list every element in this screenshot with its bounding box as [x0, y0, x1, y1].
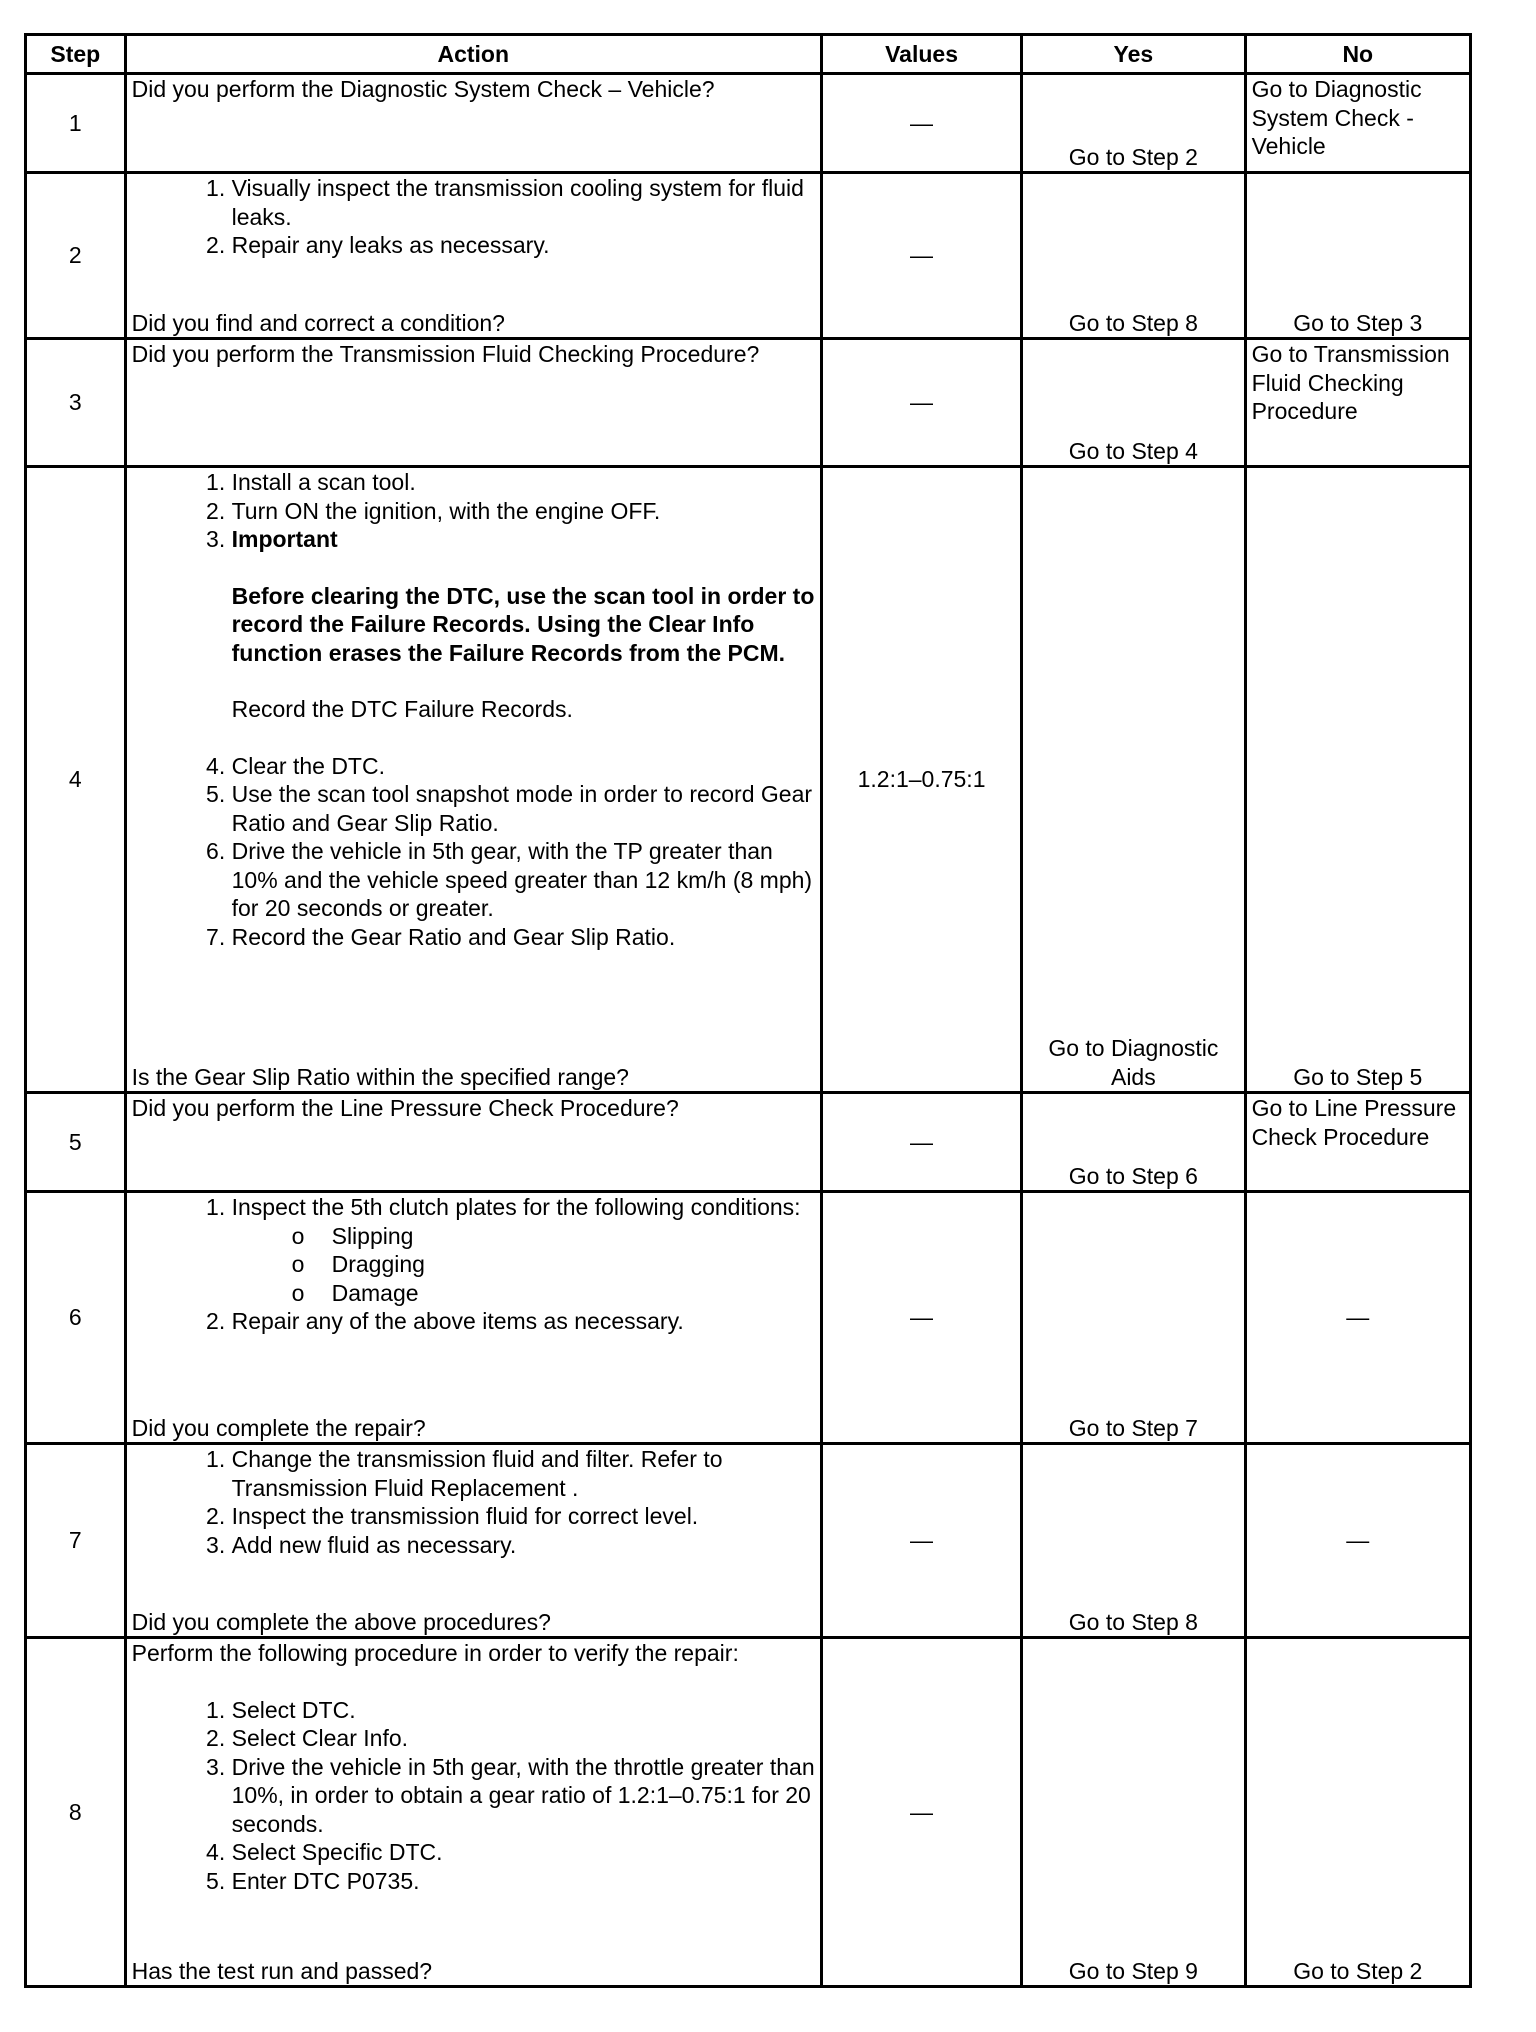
yes-cell: Go to Step 8: [1022, 173, 1245, 339]
list-item: [232, 1193, 815, 1307]
step-list: [132, 468, 815, 951]
value-cell: —: [821, 173, 1021, 339]
list-item: 2. Repair any leaks as necessary.: [232, 231, 815, 260]
question-text: Did you perform the Transmission Fluid Checking Procedure?: [131, 341, 760, 367]
no-cell: Go to Step 5: [1245, 467, 1470, 1093]
list-item: 1. Select DTC.: [232, 1696, 815, 1725]
header-action: Action: [125, 35, 821, 74]
header-values: Values: [821, 35, 1021, 74]
list-item: 3. Add new fluid as necessary.: [232, 1531, 815, 1560]
table-row: [26, 467, 1471, 1093]
value-cell: —: [821, 1638, 1021, 1987]
no-cell: Go to Step 3: [1245, 173, 1470, 339]
no-cell: Go to Line Pressure Check Procedure: [1245, 1093, 1470, 1192]
table-row: [26, 1192, 1471, 1444]
yes-cell: Go to Step 7: [1022, 1192, 1245, 1444]
action-cell: [125, 74, 821, 173]
table-row: [26, 1444, 1471, 1638]
step-number: 3: [26, 339, 126, 467]
yes-cell: Go to Step 9: [1022, 1638, 1245, 1987]
action-cell: [125, 1093, 821, 1192]
sub-list-item: o Slipping: [332, 1222, 815, 1251]
question-text: Is the Gear Slip Ratio within the specified range?: [131, 1063, 629, 1090]
step-number: 8: [26, 1638, 126, 1987]
question-text: Has the test run and passed?: [131, 1957, 433, 1984]
list-item: 3. Drive the vehicle in 5th gear, with the throttle greater than 10%, in order to obtain a gear ratio of 1.2:1–0.75:1 for 20 seconds.: [232, 1753, 815, 1839]
header-no: No: [1245, 35, 1470, 74]
action-cell: [125, 1192, 821, 1444]
yes-cell: Go to Step 4: [1022, 339, 1245, 467]
list-item: 1. Change the transmission fluid and filter. Refer to Transmission Fluid Replacement .: [232, 1445, 815, 1502]
list-item: [232, 525, 815, 724]
no-cell: Go to Diagnostic System Check - Vehicle: [1245, 74, 1470, 173]
list-item: 1. Visually inspect the transmission cooling system for fluid leaks.: [232, 174, 815, 231]
value-cell: —: [821, 74, 1021, 173]
sub-list-item: o Dragging: [332, 1250, 815, 1279]
value-cell: 1.2:1–0.75:1: [821, 467, 1021, 1093]
step-number: 4: [26, 467, 126, 1093]
no-cell: Go to Transmission Fluid Checking Procedure: [1245, 339, 1470, 467]
action-cell: [125, 339, 821, 467]
yes-cell: Go to Step 8: [1022, 1444, 1245, 1638]
list-item: 2. Turn ON the ignition, with the engine OFF.: [232, 497, 815, 526]
step-list: [132, 1696, 815, 1896]
question-text: Did you find and correct a condition?: [131, 309, 505, 336]
action-cell: [125, 467, 821, 1093]
step-number: 1: [26, 74, 126, 173]
list-item: 4. Clear the DTC.: [232, 752, 815, 781]
step-number: 7: [26, 1444, 126, 1638]
sub-list-item: o Damage: [332, 1279, 815, 1308]
action-cell: [125, 1444, 821, 1638]
question-text: Did you perform the Diagnostic System Check – Vehicle?: [131, 76, 715, 102]
value-cell: —: [821, 1093, 1021, 1192]
list-item: 5. Use the scan tool snapshot mode in order to record Gear Ratio and Gear Slip Ratio.: [232, 780, 815, 837]
list-item: 2. Select Clear Info.: [232, 1724, 815, 1753]
step-number: 5: [26, 1093, 126, 1192]
yes-cell: Go to Step 6: [1022, 1093, 1245, 1192]
step-number: 6: [26, 1192, 126, 1444]
header-yes: Yes: [1022, 35, 1245, 74]
table-row: [26, 74, 1471, 173]
sub-list: [232, 1222, 815, 1308]
step-list: [132, 174, 815, 260]
no-cell: Go to Step 2: [1245, 1638, 1470, 1987]
table-row: [26, 339, 1471, 467]
header-step: Step: [26, 35, 126, 74]
action-cell: [125, 1638, 821, 1987]
action-cell: [125, 173, 821, 339]
table-row: [26, 1093, 1471, 1192]
value-cell: —: [821, 1444, 1021, 1638]
step-number: 2: [26, 173, 126, 339]
important-label: 3. Important: [231, 526, 338, 552]
diagnostic-table: [24, 33, 1472, 1988]
no-cell: —: [1245, 1192, 1470, 1444]
no-cell: —: [1245, 1444, 1470, 1638]
table-row: [26, 173, 1471, 339]
list-item-text: Inspect the 5th clutch plates for the following conditions:: [231, 1194, 801, 1220]
list-item: 6. Drive the vehicle in 5th gear, with the TP greater than 10% and the vehicle speed greater than 12 km/h (8 mph) for 20 seconds or greater.: [232, 837, 815, 923]
question-text: Did you complete the repair?: [131, 1414, 426, 1441]
list-item: 5. Enter DTC P0735.: [232, 1867, 815, 1896]
step-list: [132, 1193, 815, 1336]
list-item: 2. Repair any of the above items as necessary.: [232, 1307, 815, 1336]
list-item: 1. Install a scan tool.: [232, 468, 815, 497]
yes-cell: Go to Diagnostic Aids: [1022, 467, 1245, 1093]
yes-cell: Go to Step 2: [1022, 74, 1245, 173]
value-cell: —: [821, 1192, 1021, 1444]
header-row: [26, 35, 1471, 74]
question-text: Did you perform the Line Pressure Check Procedure?: [131, 1095, 679, 1121]
intro-text: Perform the following procedure in order to verify the repair:: [131, 1640, 739, 1666]
record-text: Record the DTC Failure Records.: [231, 696, 573, 722]
value-cell: —: [821, 339, 1021, 467]
step-list: [132, 1445, 815, 1559]
list-item: 7. Record the Gear Ratio and Gear Slip Ratio.: [232, 923, 815, 952]
important-text: Before clearing the DTC, use the scan tool in order to record the Failure Records. Using the Clear Info function erases the Failure Records from the PCM.: [231, 582, 815, 666]
question-text: Did you complete the above procedures?: [131, 1608, 551, 1635]
list-item: 2. Inspect the transmission fluid for correct level.: [232, 1502, 815, 1531]
list-item: 4. Select Specific DTC.: [232, 1838, 815, 1867]
table-row: [26, 1638, 1471, 1987]
